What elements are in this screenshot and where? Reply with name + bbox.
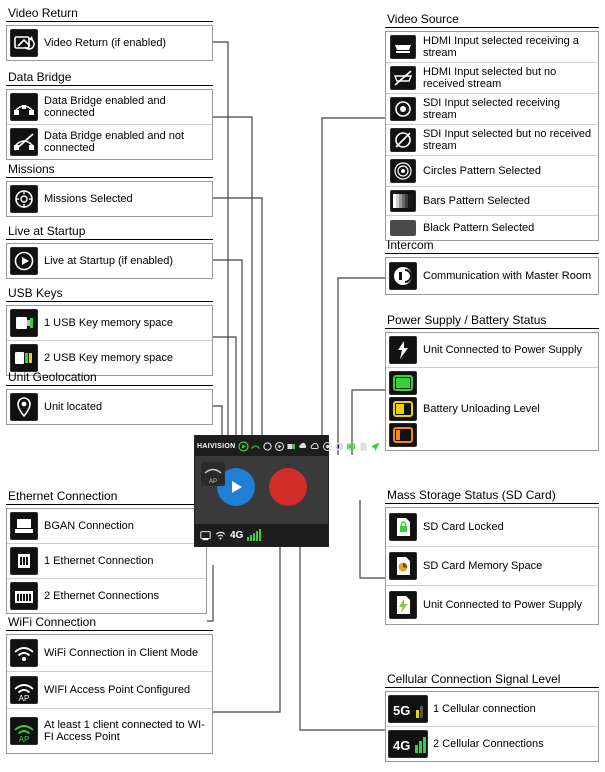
list-item[interactable] [386, 692, 598, 727]
list-item[interactable] [7, 306, 212, 341]
cast-icon[interactable] [200, 530, 211, 541]
list-item[interactable] [386, 216, 598, 240]
sd-card-power-icon [386, 586, 420, 624]
list-item[interactable] [386, 156, 598, 187]
circles-pattern-icon [386, 156, 420, 186]
device-status-bar [195, 436, 328, 456]
svg-text:4G: 4G [393, 738, 411, 753]
ethernet-two-icon [7, 579, 41, 613]
group-title: Video Source [385, 12, 599, 28]
group-title: WiFi Connection [6, 615, 213, 631]
list-item[interactable] [386, 187, 598, 216]
list-item[interactable] [7, 544, 206, 579]
sd-card-memory-icon [386, 547, 420, 585]
list-item-label: At least 1 client connected to WI-FI Access Point [44, 719, 205, 743]
list-item-label: 1 Cellular connection [433, 703, 536, 715]
group-data-bridge [6, 70, 213, 160]
cellular-5g-icon [386, 692, 430, 726]
group-power-supply [385, 313, 599, 451]
video-return-status-icon[interactable] [238, 441, 249, 452]
list-item[interactable] [7, 635, 212, 672]
list-item-label: 2 Cellular Connections [433, 738, 544, 750]
missions-icon [7, 182, 41, 216]
group-live-at-startup [6, 224, 213, 279]
missions-status-icon[interactable] [262, 441, 273, 452]
group-title: Unit Geolocation [6, 370, 213, 386]
list-item-label: Circles Pattern Selected [423, 165, 541, 177]
row-list [6, 634, 213, 754]
list-item[interactable] [7, 672, 212, 709]
list-item-label: WIFI Access Point Configured [44, 684, 191, 696]
list-item[interactable] [386, 258, 598, 294]
usb-key-one-icon [7, 306, 41, 340]
hdmi-no-stream-icon [386, 63, 420, 93]
group-title: Power Supply / Battery Status [385, 313, 599, 329]
group-video-return [6, 6, 213, 61]
svg-text:AP: AP [18, 735, 30, 744]
row-list [6, 389, 213, 425]
device-network-bar [195, 524, 328, 546]
svg-text:AP: AP [208, 479, 218, 485]
group-title: Intercom [385, 238, 599, 254]
group-ethernet-connection [6, 489, 207, 614]
group-wifi-connection [6, 615, 213, 754]
row-list [385, 507, 599, 625]
group-usb-keys [6, 286, 213, 376]
row-list [6, 243, 213, 279]
sdi-no-stream-icon [386, 125, 420, 155]
list-item-label: Unit Connected to Power Supply [423, 344, 582, 356]
network-type-label: 4G [230, 529, 244, 541]
list-item-label: Unit located [44, 401, 103, 413]
wifi-icon[interactable] [215, 530, 226, 541]
wifi-access-point-client-icon [7, 709, 41, 753]
list-item-label: 1 Ethernet Connection [44, 555, 154, 567]
intercom-status-icon[interactable] [334, 441, 345, 452]
group-title: Mass Storage Status (SD Card) [385, 488, 599, 504]
list-item[interactable] [386, 586, 598, 624]
data-bridge-status-icon[interactable] [250, 441, 261, 452]
list-item-label: Data Bridge enabled and not connected [44, 130, 185, 154]
list-item[interactable] [7, 244, 212, 278]
list-item[interactable] [386, 63, 598, 94]
usb-key-status-icon[interactable] [286, 441, 297, 452]
list-item-label: SD Card Memory Space [423, 560, 543, 572]
group-title: Ethernet Connection [6, 489, 207, 505]
signal-bars-icon [247, 529, 261, 541]
list-item-label: WiFi Connection in Client Mode [44, 647, 199, 659]
list-item[interactable] [7, 26, 212, 60]
row-list [6, 508, 207, 614]
list-item-label: Missions Selected [44, 193, 133, 205]
row-list [6, 25, 213, 61]
list-item-label: SDI Input selected receiving stream [423, 97, 560, 121]
live-startup-status-icon[interactable] [274, 441, 285, 452]
row-list [385, 691, 599, 762]
black-pattern-icon [386, 216, 420, 240]
list-item-label: 2 USB Key memory space [44, 352, 173, 364]
list-item[interactable] [386, 32, 598, 63]
row-list [6, 89, 213, 160]
group-mass-storage [385, 488, 599, 625]
list-item-label: Bars Pattern Selected [423, 195, 531, 207]
row-list [385, 31, 599, 241]
circles-pattern-status-icon[interactable] [322, 441, 333, 452]
group-title: Missions [6, 162, 213, 178]
list-item[interactable] [386, 547, 598, 586]
record-button[interactable] [269, 468, 307, 506]
list-item-label: Data Bridge enabled and connected [44, 95, 166, 119]
list-item[interactable] [7, 125, 212, 159]
list-item[interactable] [386, 508, 598, 547]
wifi-access-point-icon [7, 672, 41, 708]
intercom-icon [386, 258, 420, 294]
list-item[interactable] [7, 182, 212, 216]
list-item[interactable] [386, 94, 598, 125]
bgan-icon [7, 509, 41, 543]
row-list [385, 332, 599, 451]
device-preview [194, 435, 329, 547]
video-return-icon [7, 26, 41, 60]
bars-pattern-icon [386, 187, 420, 215]
battery-levels-icon [386, 368, 420, 450]
data-bridge-connected-icon [7, 90, 41, 124]
cellular-4g-icon [386, 727, 430, 761]
ethernet-one-icon [7, 544, 41, 578]
row-list [385, 257, 599, 295]
svg-text:5G: 5G [393, 703, 411, 718]
hdmi-stream-icon [386, 32, 420, 62]
group-title: Live at Startup [6, 224, 213, 240]
row-list [6, 181, 213, 217]
list-item-label: Black Pattern Selected [423, 222, 535, 234]
group-intercom [385, 238, 599, 295]
group-title: USB Keys [6, 286, 213, 302]
list-item-label: Communication with Master Room [423, 270, 592, 282]
live-at-startup-icon [7, 244, 41, 278]
sd-card-locked-icon [386, 508, 420, 546]
list-item-label: SD Card Locked [423, 521, 504, 533]
list-item[interactable] [386, 727, 598, 761]
list-item[interactable] [7, 709, 212, 753]
group-missions [6, 162, 213, 217]
list-item-label: BGAN Connection [44, 520, 134, 532]
list-item[interactable] [7, 90, 212, 125]
list-item[interactable] [386, 125, 598, 156]
data-bridge-not-connected-icon [7, 125, 41, 159]
list-item-label: Battery Unloading Level [423, 403, 540, 415]
power-plug-icon [386, 333, 420, 367]
wifi-ap-side-icon[interactable] [201, 462, 225, 486]
group-video-source [385, 12, 599, 241]
list-item-label: HDMI Input selected but no received stream [423, 66, 557, 90]
svg-text:AP: AP [18, 694, 30, 703]
group-title: Data Bridge [6, 70, 213, 86]
list-item[interactable] [7, 390, 212, 424]
list-item-label: SDI Input selected but no received stream [423, 128, 592, 152]
group-unit-geolocation [6, 370, 213, 425]
list-item[interactable] [7, 509, 206, 544]
device-side-controls [201, 462, 227, 486]
sdi-stream-icon [386, 94, 420, 124]
group-title: Cellular Connection Signal Level [385, 672, 599, 688]
group-cellular [385, 672, 599, 762]
list-item-label: Live at Startup (if enabled) [44, 255, 174, 267]
list-item-label: 1 USB Key memory space [44, 317, 173, 329]
list-item-label: Video Return (if enabled) [44, 37, 167, 49]
group-title: Video Return [6, 6, 213, 22]
location-status-icon[interactable] [370, 441, 381, 452]
list-item[interactable] [7, 579, 206, 613]
sd-card-status-icon[interactable] [358, 441, 369, 452]
location-pin-icon [7, 390, 41, 424]
cloud-status-icon[interactable] [298, 441, 309, 452]
list-item[interactable] [386, 368, 598, 450]
battery-status-icon[interactable] [346, 441, 357, 452]
cloud-upload-status-icon[interactable] [310, 441, 321, 452]
brand-label: HAIVISION [197, 442, 236, 450]
list-item-label: HDMI Input selected receiving a stream [423, 35, 579, 59]
list-item-label: Unit Connected to Power Supply [423, 599, 582, 611]
row-list [6, 305, 213, 376]
list-item[interactable] [386, 333, 598, 368]
wifi-client-icon [7, 635, 41, 671]
list-item-label: 2 Ethernet Connections [44, 590, 159, 602]
